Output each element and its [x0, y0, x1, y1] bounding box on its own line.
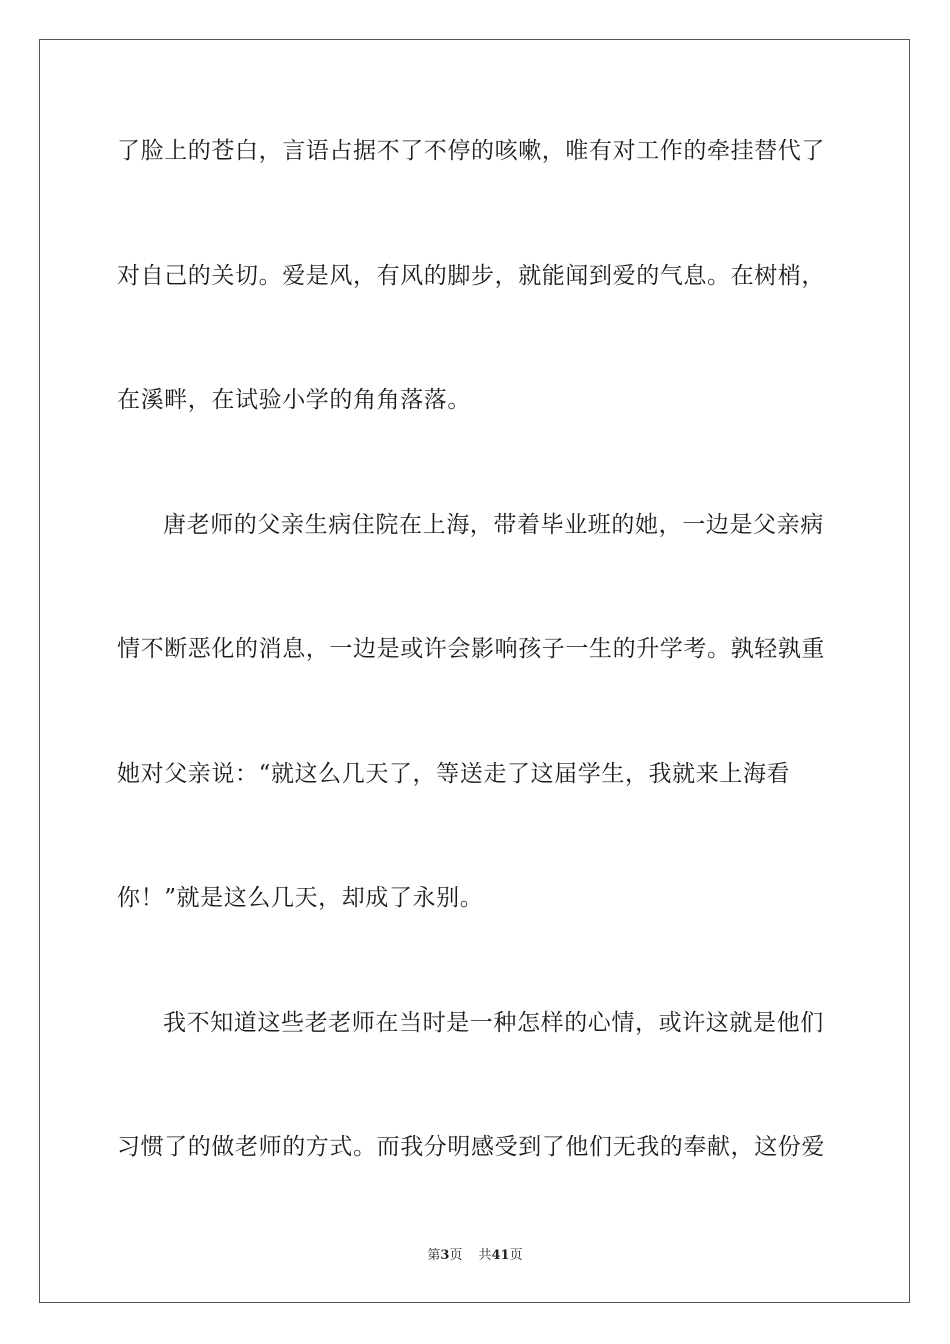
text-line-3: 在溪畔，在试验小学的角角落落。 [117, 387, 471, 413]
total-prefix: 共 [478, 1248, 492, 1263]
text-line-9: 习惯了的做老师的方式。而我分明感受到了他们无我的奉献，这份爱 [117, 1134, 825, 1160]
text-line-2: 对自己的关切。爱是风，有风的脚步，就能闻到爱的气息。在树梢， [117, 263, 825, 289]
page-number: 3 [440, 1248, 450, 1263]
text-line-1: 了脸上的苍白，言语占据不了不停的咳嗽，唯有对工作的牵挂替代了 [117, 138, 825, 164]
page-suffix: 页 [449, 1248, 463, 1263]
text-line-5: 情不断恶化的消息，一边是或许会影响孩子一生的升学考。孰轻孰重 [117, 636, 825, 662]
text-line-7: 你！”就是这么几天，却成了永别。 [117, 885, 484, 911]
total-suffix: 页 [509, 1248, 523, 1263]
total-pages: 41 [491, 1248, 510, 1263]
page-border [39, 39, 910, 1303]
text-line-6: 她对父亲说：“就这么几天了，等送走了这届学生，我就来上海看 [117, 761, 791, 787]
text-line-8: 我不知道这些老老师在当时是一种怎样的心情，或许这就是他们 [163, 1010, 824, 1036]
text-line-4: 唐老师的父亲生病住院在上海，带着毕业班的她，一边是父亲病 [163, 512, 824, 538]
page-prefix: 第 [427, 1248, 441, 1263]
page-footer [0, 1248, 950, 1264]
